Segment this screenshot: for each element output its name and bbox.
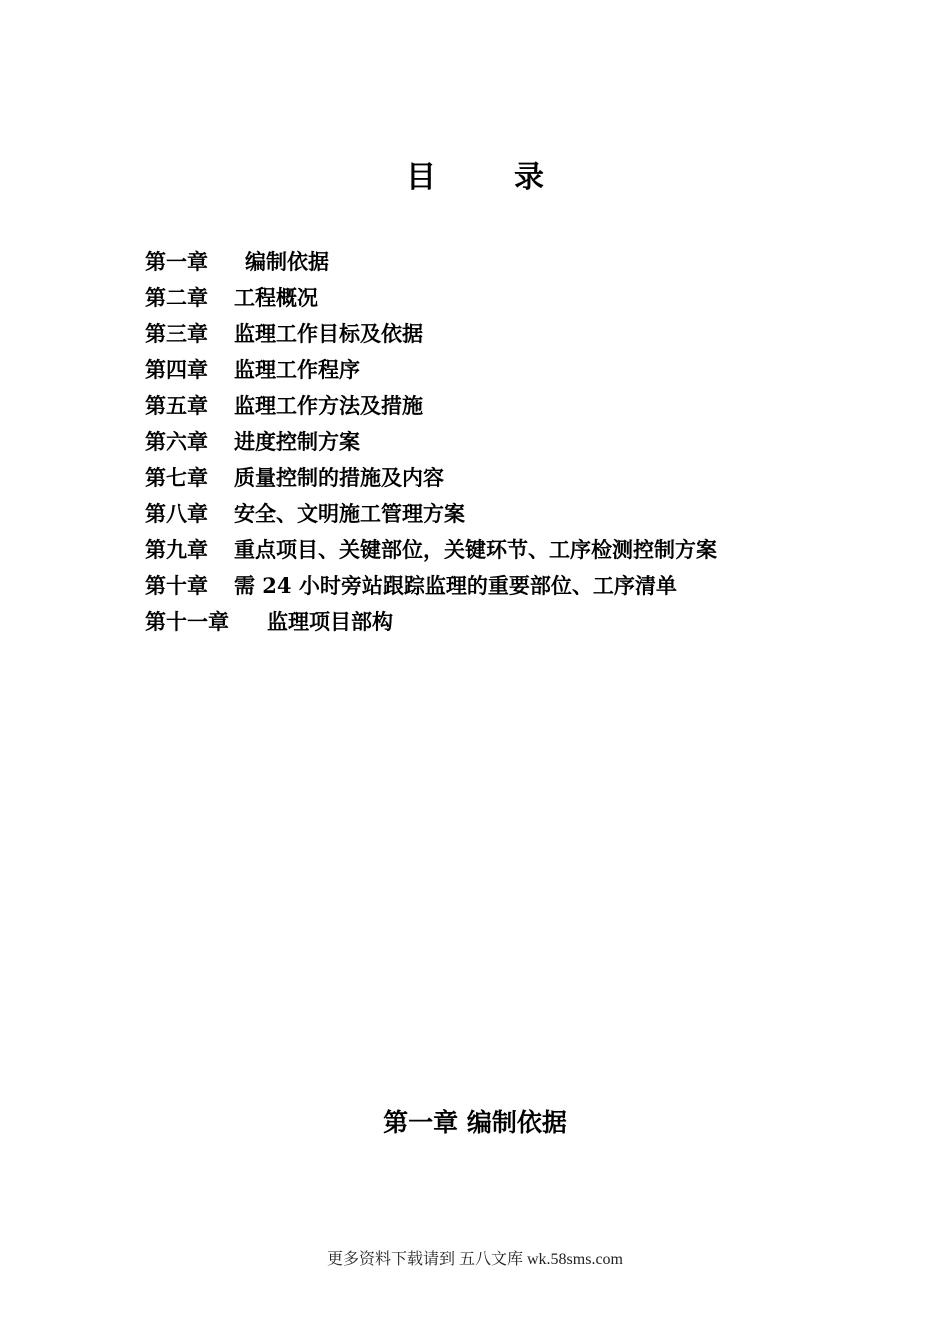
toc-item-label: 进度控制方案 [234, 429, 360, 454]
toc-item-label: 编制依据 [245, 249, 329, 274]
toc-item-number: 第一章 [145, 249, 208, 274]
toc-item-10[interactable] [145, 568, 717, 604]
toc-item-11[interactable] [145, 604, 717, 640]
toc-item-5[interactable] [145, 388, 717, 424]
toc-item-2[interactable] [145, 280, 717, 316]
toc-item-4[interactable] [145, 352, 717, 388]
toc-item-label: 质量控制的措施及内容 [234, 465, 444, 490]
toc-list [145, 244, 717, 640]
toc-item-number: 第十章 [145, 573, 208, 598]
toc-item-label: 监理工作方法及措施 [234, 393, 423, 418]
toc-item-3[interactable] [145, 316, 717, 352]
toc-item-number: 第三章 [145, 321, 208, 346]
toc-item-number: 第九章 [145, 537, 208, 562]
footer-text: 更多资料下载请到 五八文库 wk.58sms.com [326, 1251, 623, 1268]
toc-item-8[interactable] [145, 496, 717, 532]
toc-item-label: 工程概况 [234, 285, 318, 310]
toc-title-char: 目 [406, 160, 436, 195]
toc-item-number: 第二章 [145, 285, 208, 310]
toc-item-number: 第八章 [145, 501, 208, 526]
toc-item-9[interactable] [145, 532, 717, 568]
toc-title [0, 152, 950, 196]
toc-item-7[interactable] [145, 460, 717, 496]
toc-item-label: 重点项目、关键部位，关键环节、工序检测控制方案 [234, 537, 717, 562]
toc-item-label: 监理工作目标及依据 [234, 321, 423, 346]
toc-item-label: 监理项目部构 [267, 609, 393, 634]
toc-title-char: 录 [514, 160, 544, 195]
toc-item-label: 需 24 小时旁站跟踪监理的重要部位、工序清单 [234, 573, 677, 598]
toc-item-1[interactable] [145, 244, 717, 280]
toc-item-label: 监理工作程序 [234, 357, 360, 382]
toc-item-number: 第七章 [145, 465, 208, 490]
chapter-heading: 第一章 编制依据 [383, 1108, 567, 1137]
toc-item-label: 安全、文明施工管理方案 [234, 501, 465, 526]
toc-item-number: 第六章 [145, 429, 208, 454]
toc-item-number: 第五章 [145, 393, 208, 418]
toc-item-number: 第十一章 [145, 609, 229, 634]
toc-item-number: 第四章 [145, 357, 208, 382]
toc-item-6[interactable] [145, 424, 717, 460]
